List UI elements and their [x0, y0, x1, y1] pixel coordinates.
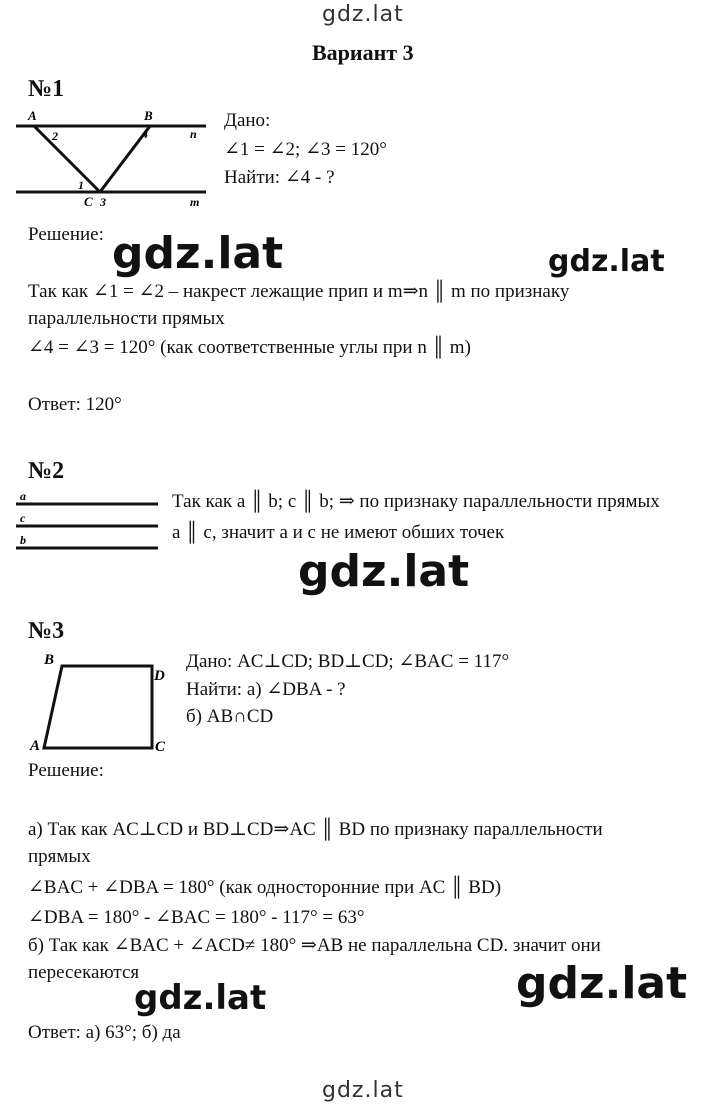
- task2-line1: Так как a ║ b; c ║ b; ⇒ по признаку параллельности прямых: [172, 491, 660, 512]
- task1-find: Найти: ∠4 - ?: [224, 167, 335, 188]
- label-C: C: [155, 739, 166, 755]
- task3-line4: ∠DBA = 180° - ∠BAC = 180° - 117° = 63°: [28, 907, 365, 928]
- watermark-big-1: gdz.lat: [112, 228, 284, 279]
- task3-figure: [26, 648, 176, 758]
- task3-solution-label: Решение:: [28, 760, 104, 781]
- task1-line1: Так как ∠1 = ∠2 – накрест лежащие прип и m⇒n ║ m по признаку: [28, 281, 570, 302]
- watermark-big-4: gdz.lat: [134, 978, 267, 1018]
- task3-find-b: б) AB∩CD: [186, 706, 274, 727]
- label-D: D: [154, 668, 165, 684]
- task2-line2: a ║ c, значит a и c не имеют обших точек: [172, 522, 505, 543]
- task3-given: Дано: AC⊥CD; BD⊥CD; ∠BAC = 117°: [186, 651, 510, 672]
- label-n: n: [190, 127, 197, 141]
- line-label-a: a: [20, 489, 26, 503]
- label-B: B: [44, 652, 55, 668]
- page-title: Вариант 3: [312, 40, 414, 65]
- watermark-big-5: gdz.lat: [516, 958, 688, 1009]
- line-label-b: b: [20, 533, 26, 547]
- task3-find-a: Найти: а) ∠DBA - ?: [186, 679, 346, 700]
- label-A: A: [28, 108, 37, 123]
- watermark-big-3: gdz.lat: [298, 546, 470, 597]
- task1-answer: Ответ: 120°: [28, 394, 122, 415]
- label-C: C: [84, 194, 93, 209]
- task1-line2: параллельности прямых: [28, 308, 225, 329]
- angle-label-1: 1: [78, 178, 84, 192]
- task2-number: №2: [28, 458, 65, 484]
- label-A: A: [30, 738, 41, 754]
- task3-line5: б) Так как ∠BAC + ∠ACD≠ 180° ⇒AB не параллельна CD. значит они: [28, 935, 601, 956]
- watermark-bottom: gdz.lat: [322, 1078, 404, 1103]
- task3-number: №3: [28, 618, 65, 644]
- angle-label-3: 3: [100, 195, 106, 209]
- task1-given: ∠1 = ∠2; ∠3 = 120°: [224, 139, 387, 160]
- line-label-c: c: [20, 511, 26, 525]
- task1-line3: ∠4 = ∠3 = 120° (как соответственные углы при n ║ m): [28, 337, 471, 358]
- task3-line3: ∠BAC + ∠DBA = 180° (как односторонние при AC ║ BD): [28, 877, 502, 898]
- task3-line2: прямых: [28, 846, 91, 867]
- label-m: m: [190, 195, 200, 209]
- task1-given-label: Дано:: [224, 110, 271, 131]
- angle-label-2: 2: [52, 129, 58, 143]
- task3-answer: Ответ: а) 63°; б) да: [28, 1022, 181, 1043]
- task1-solution-label: Решение:: [28, 224, 104, 245]
- task2-figure: [14, 486, 162, 556]
- watermark-top: gdz.lat: [322, 2, 404, 27]
- task1-number: №1: [28, 76, 65, 102]
- task3-line1: а) Так как AC⊥CD и BD⊥CD⇒AC ║ BD по признаку параллельности: [28, 819, 603, 840]
- task3-line6: пересекаются: [28, 962, 140, 983]
- angle-label-4: 4: [142, 127, 148, 141]
- task1-figure: [14, 104, 214, 210]
- label-B: B: [144, 108, 153, 123]
- watermark-big-2: gdz.lat: [548, 244, 665, 279]
